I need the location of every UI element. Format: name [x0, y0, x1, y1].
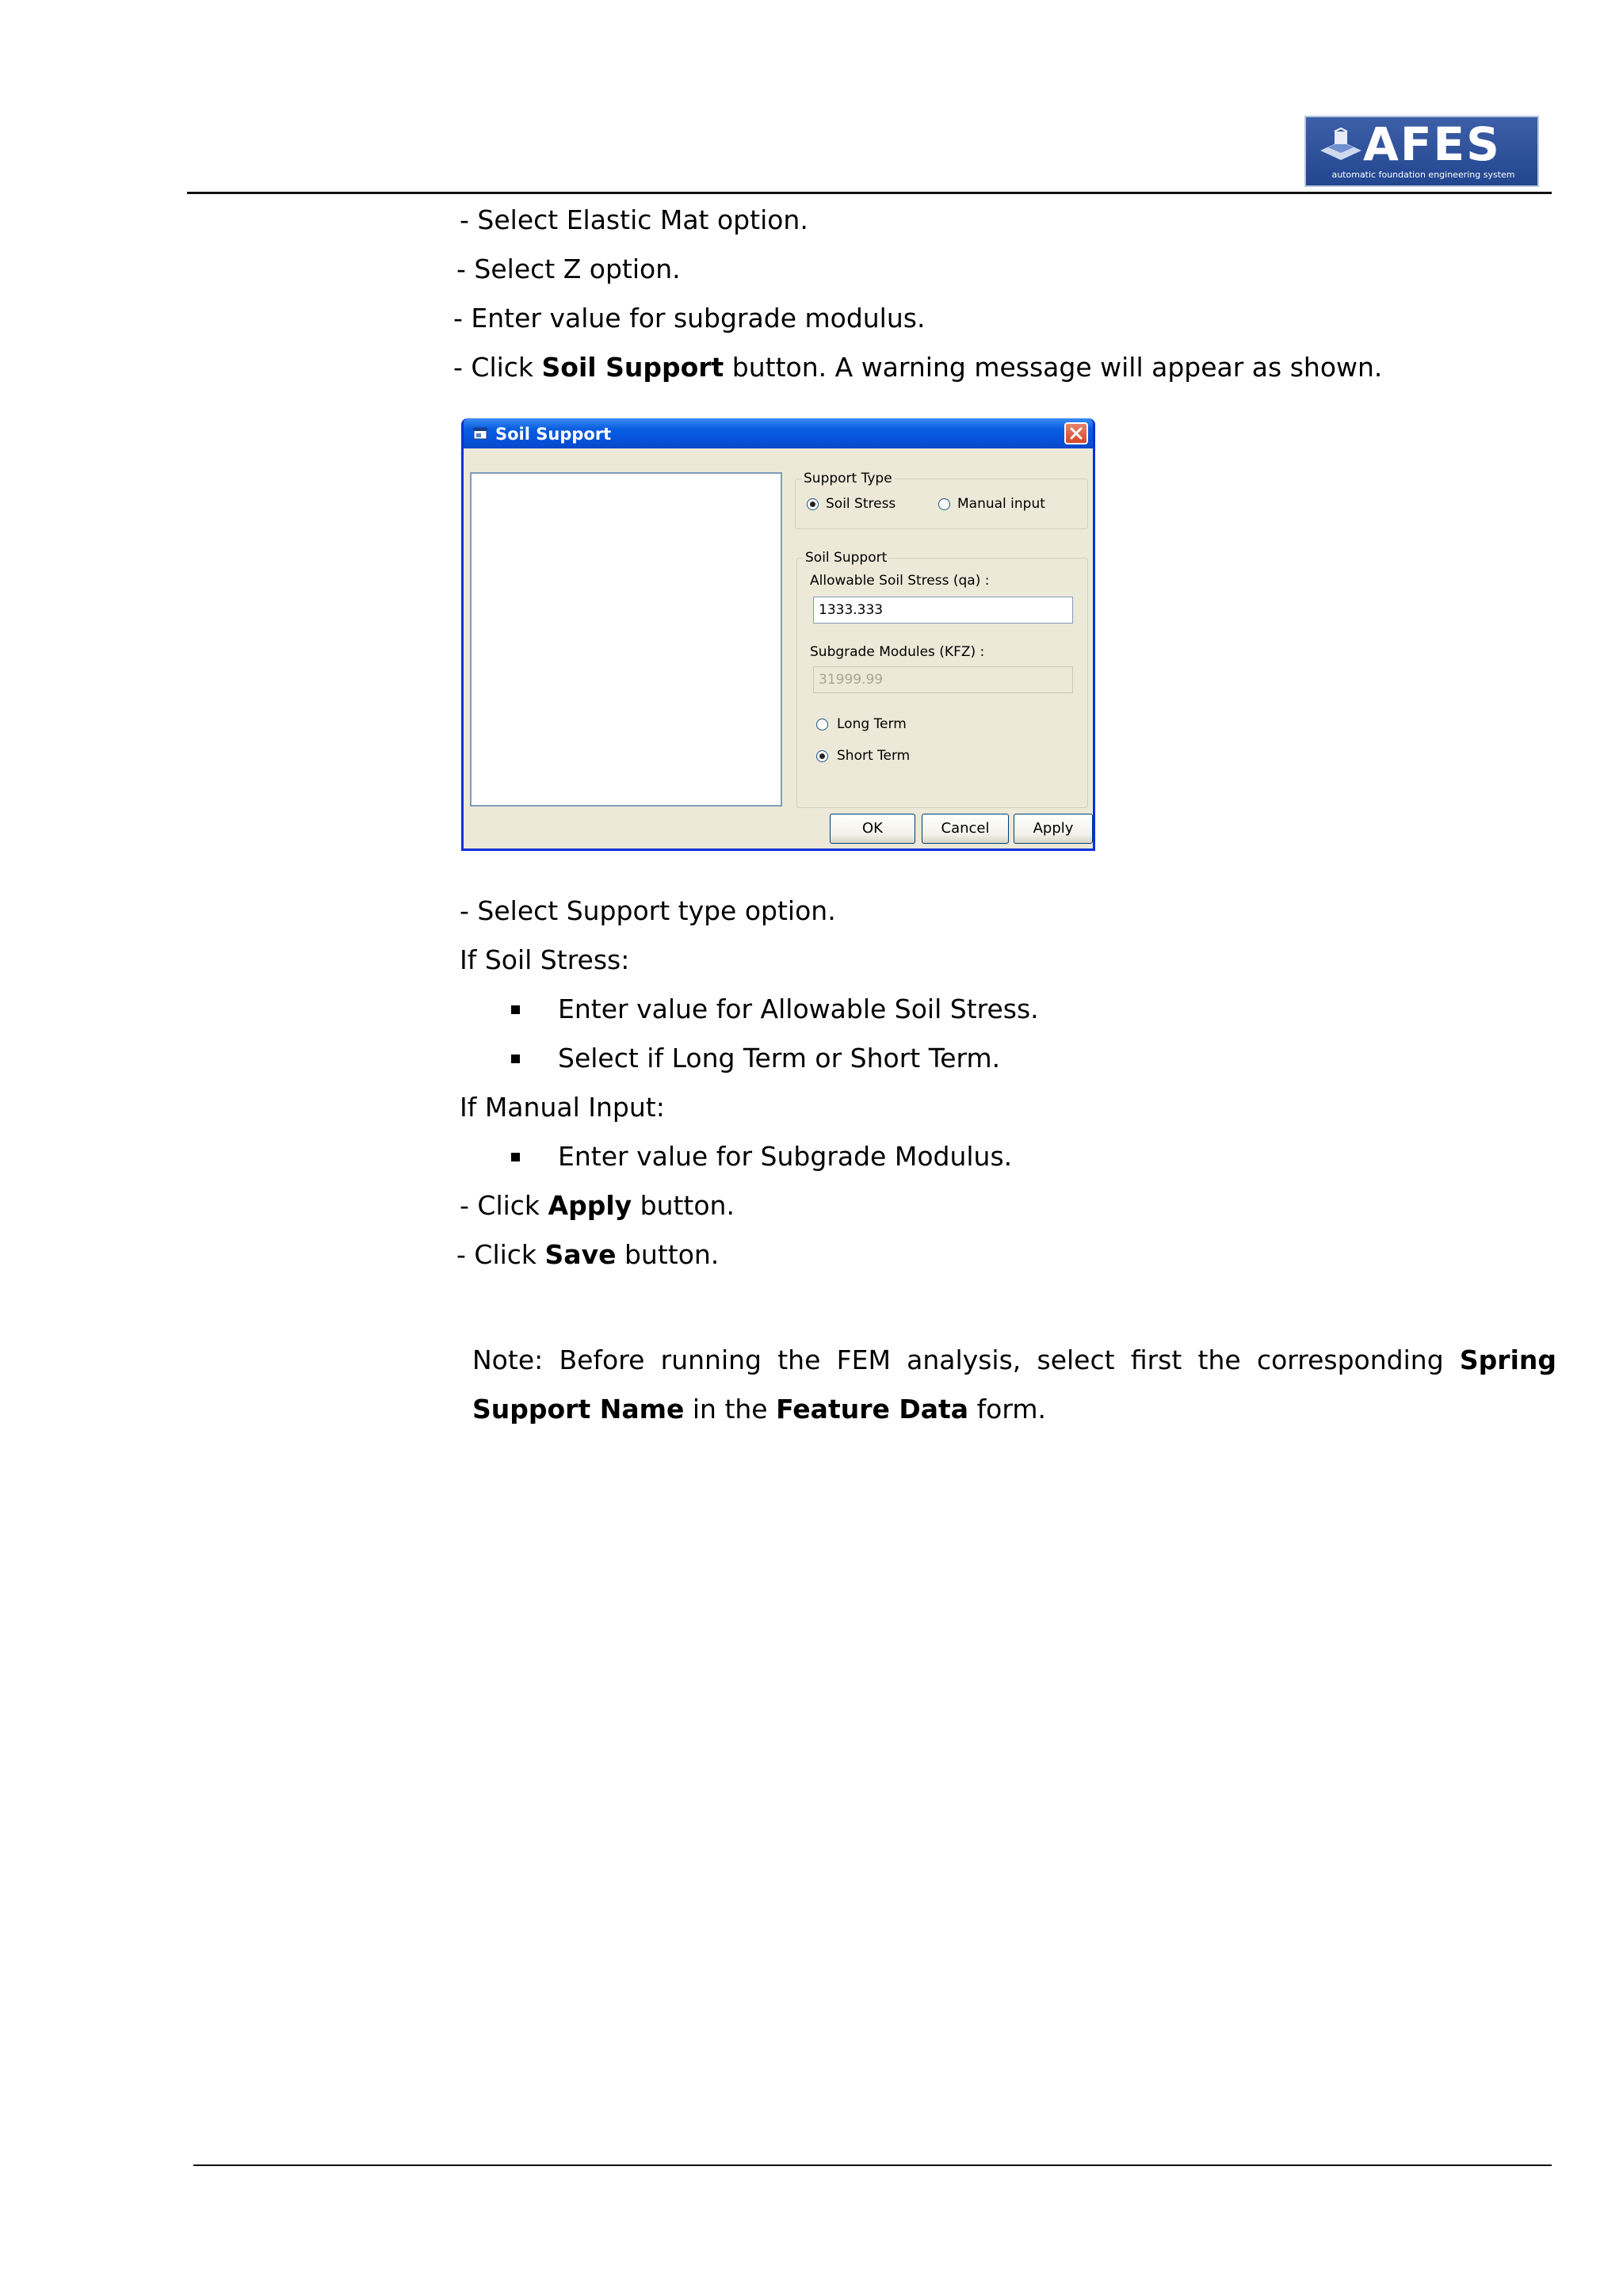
soil-support-group-label: Soil Support [805, 550, 888, 566]
allowable-stress-input[interactable]: 1333.333 [813, 597, 1073, 624]
step-click-soil-support: - Click Soil Support button. A warning message will appear as shown. [453, 352, 1383, 383]
ok-button[interactable]: OK [830, 814, 915, 844]
soil-support-group [796, 550, 1088, 808]
foundation-logo-icon [1317, 127, 1365, 163]
long-term-radio[interactable] [816, 719, 828, 730]
if-soil-stress-heading: If Soil Stress: [460, 944, 630, 975]
close-icon [1070, 427, 1083, 440]
support-type-label: Support Type [804, 471, 892, 486]
bullet-marker [511, 1055, 520, 1063]
allowable-stress-label: Allowable Soil Stress (qa) : [810, 573, 990, 589]
manual-bullet-item: Enter value for Subgrade Modulus. [558, 1141, 1013, 1172]
long-term-label: Long Term [837, 716, 907, 732]
logo-wordmark: AFES [1363, 117, 1501, 171]
bullet-marker [511, 1005, 520, 1014]
soil-stress-label: Soil Stress [826, 496, 896, 512]
soil-stress-radio[interactable] [807, 498, 819, 510]
feature-data-emphasis: Feature Data [776, 1394, 969, 1425]
support-type-group [795, 471, 1088, 529]
short-term-radio[interactable] [816, 750, 828, 762]
step-select-elastic-mat: - Select Elastic Mat option. [460, 204, 808, 235]
if-manual-input-heading: If Manual Input: [460, 1092, 665, 1123]
apply-button[interactable]: Apply [1014, 814, 1093, 844]
step-enter-subgrade: - Enter value for subgrade modulus. [453, 303, 926, 334]
short-term-label: Short Term [837, 748, 911, 764]
step-click-apply: - Click Apply button. [460, 1190, 735, 1221]
subgrade-modules-input[interactable]: 31999.99 [813, 666, 1073, 693]
save-emphasis: Save [544, 1239, 617, 1270]
manual-input-label: Manual input [957, 496, 1045, 512]
afes-logo [1304, 116, 1539, 187]
window-icon [473, 427, 487, 440]
step-click-save: - Click Save button. [456, 1239, 720, 1270]
footer-rule [193, 2164, 1552, 2166]
step-select-z: - Select Z option. [456, 254, 681, 284]
close-button[interactable] [1064, 422, 1088, 444]
support-list[interactable] [470, 472, 782, 807]
bullet-marker [511, 1153, 520, 1161]
soil-support-emphasis: Soil Support [541, 352, 724, 383]
soil-support-dialog [461, 418, 1095, 851]
apply-emphasis: Apply [548, 1190, 632, 1221]
soil-bullet-item: Select if Long Term or Short Term. [558, 1043, 1001, 1074]
soil-bullet-item: Enter value for Allowable Soil Stress. [558, 994, 1039, 1024]
header-rule [187, 192, 1552, 194]
manual-input-radio[interactable] [938, 498, 950, 510]
spring-support-name-emphasis: Spring Support Name [472, 1344, 1556, 1425]
logo-tagline: automatic foundation engineering system [1331, 170, 1515, 180]
cancel-button[interactable]: Cancel [922, 814, 1009, 844]
dialog-title: Soil Support [495, 425, 612, 444]
subgrade-modules-label: Subgrade Modules (KFZ) : [810, 644, 985, 660]
note-paragraph: Note: Before running the FEM analysis, select first the corresponding Spring Support Name in the Feature Data form. [472, 1344, 1556, 1425]
dialog-titlebar[interactable] [464, 418, 1093, 448]
step-select-support-type: - Select Support type option. [460, 895, 836, 926]
